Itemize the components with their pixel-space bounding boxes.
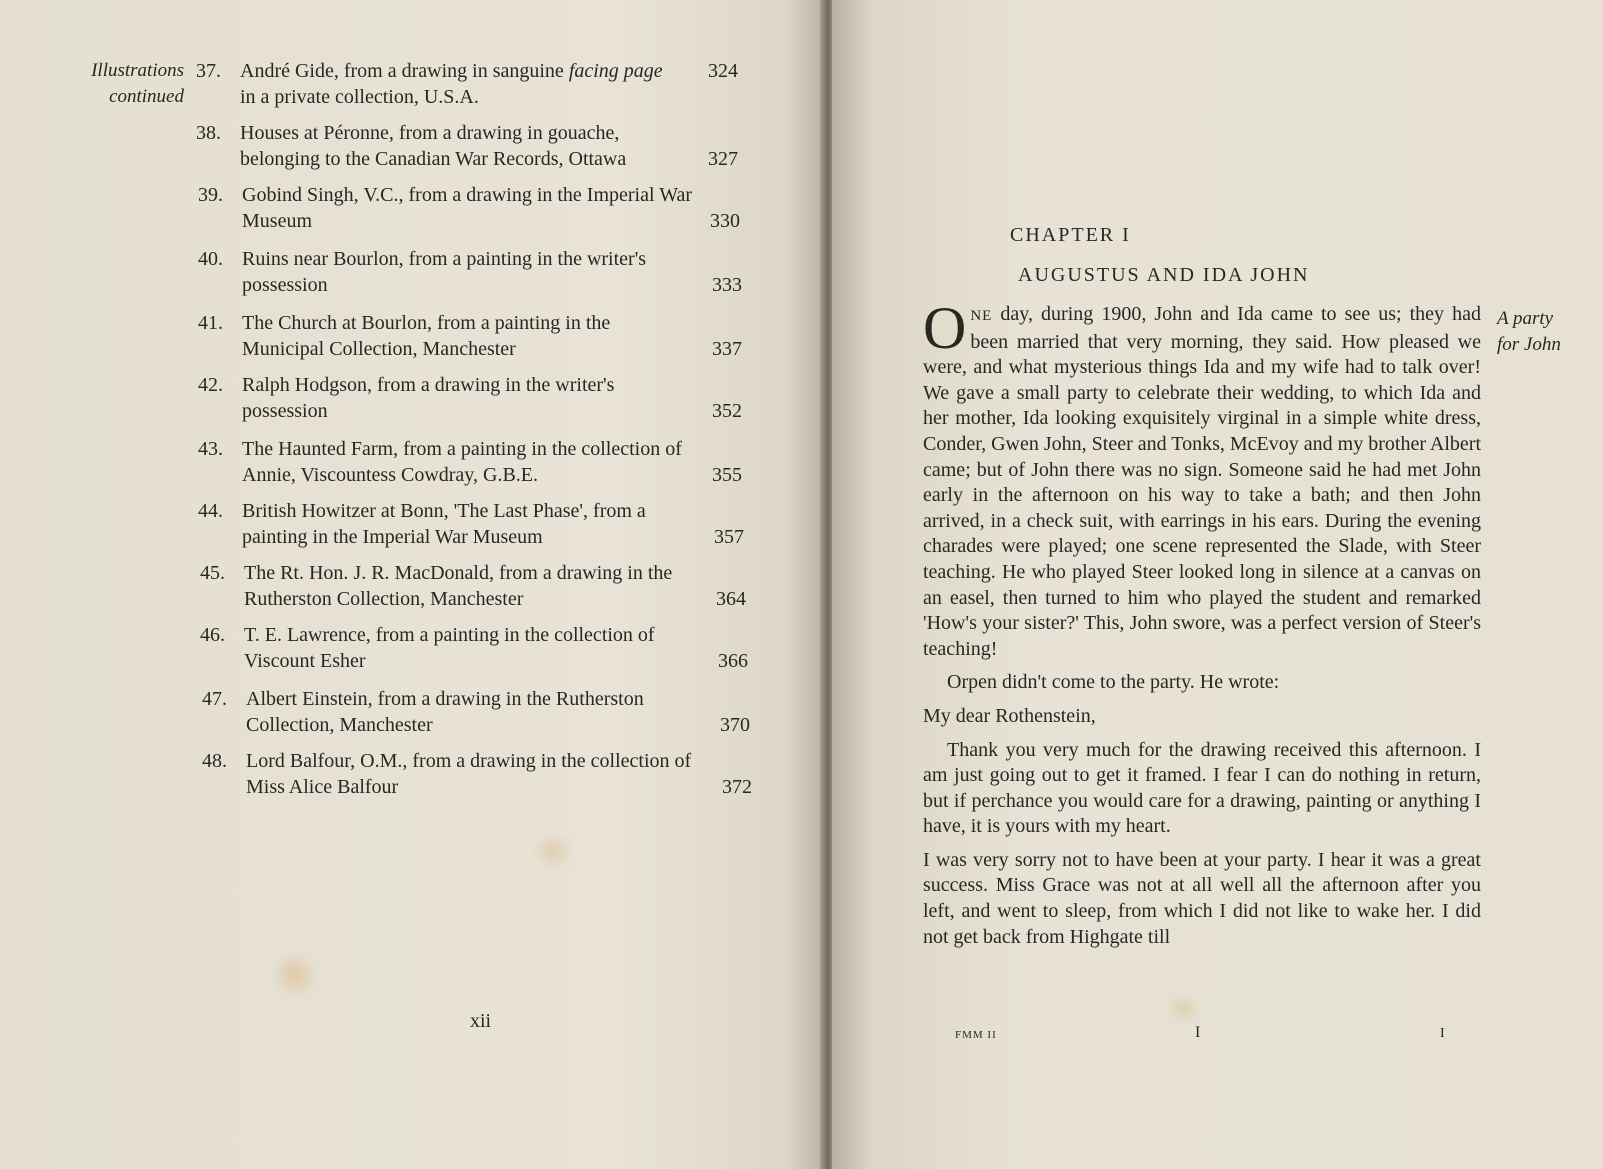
list-item — [198, 182, 758, 238]
paragraph: Thank you very much for the drawing received this afternoon. I am just going out to get it framed. I fear I can do nothing in return, but if perchance you would care for a drawing, painting or anything I have, it is yours with my heart. — [923, 738, 1481, 838]
page-folio: xii — [470, 1010, 492, 1032]
margin-note-line1: A party — [1497, 308, 1554, 329]
entry-number: 44. — [198, 500, 223, 522]
entry-text-main: André Gide, from a drawing in sanguine — [240, 60, 564, 82]
entry-text: British Howitzer at Bonn, 'The Last Phase', from a painting in the Imperial War Museum — [242, 500, 646, 548]
entry-text-continued: in a private collection, U.S.A. — [240, 86, 479, 108]
entry-text: Lord Balfour, O.M., from a drawing in the collection of Miss Alice Balfour — [246, 750, 692, 798]
foxing-stain — [280, 960, 310, 990]
entry-number: 43. — [198, 438, 223, 460]
list-item — [198, 498, 758, 554]
entry-text: Albert Einstein, from a drawing in the Rutherston Collection, Manchester — [246, 688, 644, 736]
entry-page-number: 372 — [722, 776, 752, 798]
list-item — [196, 58, 756, 118]
signature-mark: I — [1440, 1026, 1445, 1041]
entry-text: Gobind Singh, V.C., from a drawing in the Imperial War Museum — [242, 184, 692, 232]
margin-note — [1497, 306, 1589, 358]
side-label-line2: continued — [109, 86, 184, 107]
entry-page-number: 355 — [712, 464, 742, 486]
facing-page-label: facing page — [568, 60, 663, 82]
printer-signature: FMM II — [955, 1029, 997, 1041]
entry-text: Ralph Hodgson, from a drawing in the writer's possession — [242, 374, 615, 422]
entry-page-number: 370 — [720, 714, 750, 736]
chapter-body — [923, 295, 1481, 950]
paragraph: I was very sorry not to have been at your party. I hear it was a great success. Miss Grace was not at all well all the afternoon after you left, and went to sleep, from which I did not like to wake her. I did not get back from Highgate till — [923, 848, 1481, 948]
drop-cap: O — [923, 295, 967, 361]
list-item — [198, 246, 758, 302]
entry-number: 45. — [200, 562, 225, 584]
illustrations-side-label — [60, 58, 184, 110]
entry-page-number: 327 — [708, 148, 738, 170]
list-item — [202, 686, 762, 742]
foxing-stain — [540, 840, 566, 862]
chapter-heading: CHAPTER I — [1010, 224, 1131, 246]
list-item — [198, 310, 758, 366]
entry-number: 38. — [196, 122, 221, 144]
margin-note-line2: for John — [1497, 334, 1561, 355]
list-item — [200, 622, 760, 678]
paragraph-text: day, during 1900, John and Ida came to see us; they had been married that very morning, they said. How pleased we were, and what mysterious things Ida and my wife had to talk over! We gave a small party to celebrate their wedding, to which Ida and her mother, Ida looking exquisitely virginal in a simple white dress, Conder, Gwen John, Steer and Tonks, McEvoy and my brother Albert came; but of John there was no sign. Someone said he had met John early in the afternoon on his way to take a bath; and then John arrived, in a check suit, with earrings in his ears. During the evening charades were played; one scene represented the Slade, with Steer teaching. He who played Steer looked long in silence at a canvas on an easel, then turned to him who played the student and remarked 'How's your sister?' This, John swore, was a perfect version of Steer's teaching! — [923, 303, 1481, 660]
entry-text: Ruins near Bourlon, from a painting in the writer's possession — [242, 248, 647, 296]
list-item — [198, 436, 758, 492]
list-item — [200, 560, 760, 616]
entry-page-number: 364 — [716, 588, 746, 610]
entry-text: The Rt. Hon. J. R. MacDonald, from a drawing in the Rutherston Collection, Manchester — [244, 562, 673, 610]
list-item — [202, 748, 762, 804]
entry-page-number: 337 — [712, 338, 742, 360]
entry-number: 42. — [198, 374, 223, 396]
entry-page-number: 324 — [708, 60, 738, 82]
entry-page-number: 366 — [718, 650, 748, 672]
entry-number: 46. — [200, 624, 225, 646]
paragraph: Orpen didn't come to the party. He wrote: — [947, 671, 1280, 694]
list-item — [198, 372, 758, 428]
entry-number: 47. — [202, 688, 227, 710]
chapter-title: AUGUSTUS AND IDA JOHN — [1018, 264, 1310, 286]
first-word-smallcaps: NE — [970, 308, 993, 324]
foxing-stain — [1172, 1000, 1194, 1018]
entry-page-number: 333 — [712, 274, 742, 296]
entry-number: 39. — [198, 184, 223, 206]
entry-page-number: 357 — [714, 526, 744, 548]
entry-number: 48. — [202, 750, 227, 772]
entry-page-number: 330 — [710, 210, 740, 232]
side-label-line1: Illustrations — [91, 60, 184, 81]
entry-text: Houses at Péronne, from a drawing in gouache, belonging to the Canadian War Records, Ottawa — [240, 122, 627, 170]
entry-number: 41. — [198, 312, 223, 334]
entry-page-number: 352 — [712, 400, 742, 422]
entry-text: The Haunted Farm, from a painting in the collection of Annie, Viscountess Cowdray, G.B.E. — [242, 438, 682, 486]
entry-text: The Church at Bourlon, from a painting in the Municipal Collection, Manchester — [242, 312, 611, 360]
page-folio: I — [1195, 1024, 1201, 1041]
paragraph — [923, 295, 1481, 662]
entry-text — [240, 58, 710, 110]
entry-text: T. E. Lawrence, from a painting in the collection of Viscount Esher — [244, 624, 655, 672]
entry-number: 37. — [196, 60, 221, 82]
letter-salutation: My dear Rothenstein, — [923, 704, 1096, 727]
entry-number: 40. — [198, 248, 223, 270]
list-item — [196, 120, 756, 176]
